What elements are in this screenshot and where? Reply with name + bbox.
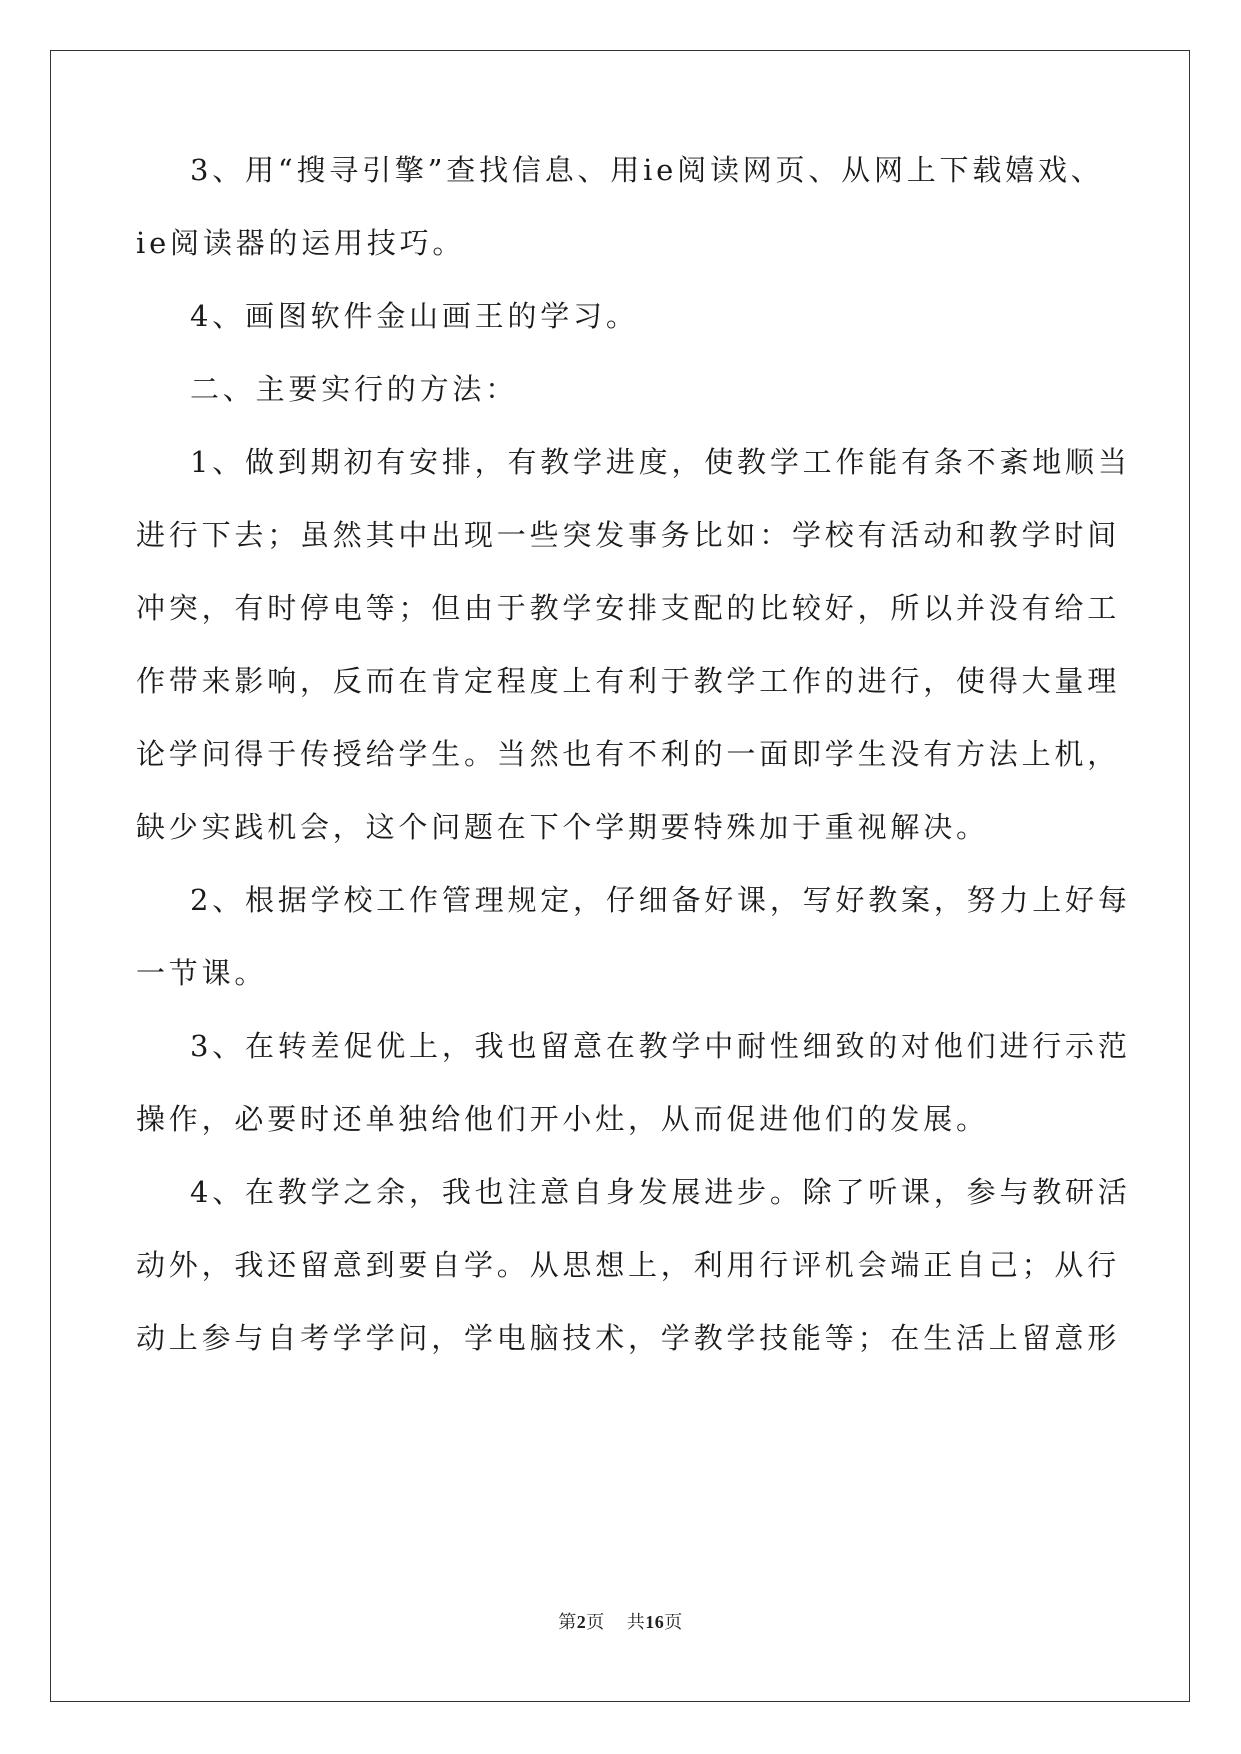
text-line-5: 1、做到期初有安排，有教学进度，使教学工作能有条不紊地顺当 bbox=[190, 445, 1131, 479]
text-line-2: ie阅读器的运用技巧。 bbox=[136, 226, 466, 260]
text-line-10: 缺少实践机会，这个问题在下个学期要特殊加于重视解决。 bbox=[136, 810, 989, 844]
text-line-11: 2、根据学校工作管理规定，仔细备好课，写好教案，努力上好每 bbox=[190, 883, 1131, 917]
text-line-1: 3、用“搜寻引擎”查找信息、用ie阅读网页、从网上下载嬉戏、 bbox=[190, 153, 1104, 187]
text-line-9: 论学问得于传授给学生。当然也有不利的一面即学生没有方法上机， bbox=[136, 737, 1121, 771]
text-line-17: 动上参与自考学学问，学电脑技术，学教学技能等；在生活上留意形 bbox=[136, 1321, 1121, 1355]
text-line-14: 操作，必要时还单独给他们开小灶，从而促进他们的发展。 bbox=[136, 1102, 989, 1136]
total-prefix: 共 bbox=[626, 1612, 646, 1632]
text-line-3: 4、画图软件金山画王的学习。 bbox=[190, 299, 639, 333]
page-number: 2 bbox=[576, 1612, 587, 1632]
page-prefix: 第 bbox=[558, 1612, 577, 1632]
text-line-7: 冲突，有时停电等；但由于教学安排支配的比较好，所以并没有给工 bbox=[136, 591, 1121, 625]
page-suffix: 页 bbox=[586, 1612, 605, 1632]
page-footer bbox=[0, 1610, 1241, 1635]
text-line-12: 一节课。 bbox=[136, 956, 268, 990]
total-suffix: 页 bbox=[664, 1612, 683, 1632]
text-line-16: 动外，我还留意到要自学。从思想上，利用行评机会端正自己；从行 bbox=[136, 1248, 1121, 1282]
text-line-13: 3、在转差促优上，我也留意在教学中耐性细致的对他们进行示范 bbox=[190, 1029, 1131, 1063]
total-pages: 16 bbox=[645, 1612, 665, 1632]
text-line-6: 进行下去；虽然其中出现一些突发事务比如：学校有活动和教学时间 bbox=[136, 518, 1121, 552]
text-line-8: 作带来影响，反而在肯定程度上有利于教学工作的进行，使得大量理 bbox=[136, 664, 1121, 698]
section-heading-methods: 二、主要实行的方法： bbox=[190, 372, 519, 406]
text-line-15: 4、在教学之余，我也注意自身发展进步。除了听课，参与教研活 bbox=[190, 1175, 1131, 1209]
